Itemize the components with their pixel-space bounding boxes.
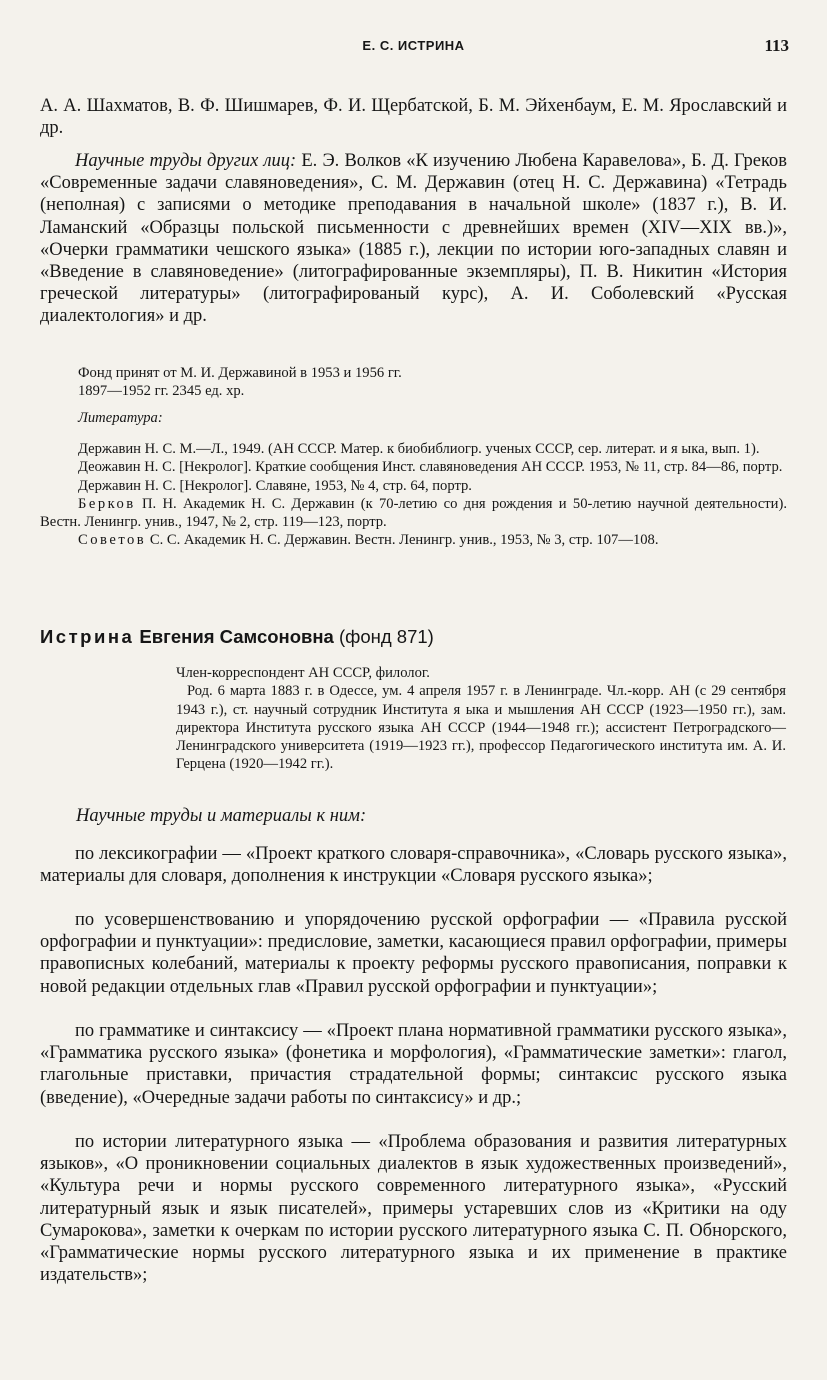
- fond-surname: Истрина: [40, 626, 135, 647]
- literature-text: Державин Н. С. М.—Л., 1949. (АН СССР. Матер. к биобиблиогр. ученых СССР, сер. литерат. и я ыка, вып. 1).: [78, 441, 760, 457]
- literature-item: [40, 477, 787, 495]
- biography: [176, 664, 786, 774]
- fond-info-line2: 1897—1952 гг. 2345 ед. хр.: [78, 383, 245, 400]
- literature-text: Деожавин Н. С. [Некролог]. Краткие сообщения Инст. славяноведения АН СССР. 1953, № 11, стр. 84—86, портр.: [78, 459, 783, 476]
- literature-list: [40, 440, 787, 550]
- literature-author: Советов: [78, 532, 147, 549]
- fond-info-line1: Фонд принят от М. И. Державиной в 1953 и 1956 гг.: [78, 365, 402, 381]
- literature-text: С. С. Академик Н. С. Державин. Вестн. Ленингр. унив., 1953, № 3, стр. 107—108.: [146, 532, 659, 549]
- literature-text: П. Н. Академик Н. С. Державин (к 70-летию со дня рождения и 50-летию научной деятельности). Вестн. Ленингр. унив., 1947, № 2, стр. 119—123, портр.: [40, 495, 787, 531]
- works-lexicography: по лексикографии — «Проект краткого словаря-справочника», «Словарь русского языка», материалы для словаря, дополнения к инструкции «Словаря русского языка»;: [40, 844, 787, 887]
- literature-item: [40, 440, 787, 458]
- other-works-label: Научные труды других лиц:: [75, 151, 297, 171]
- fond-given-names: Евгения Самсоновна: [134, 626, 334, 647]
- bio-text: Род. 6 марта 1883 г. в Одессе, ум. 4 апреля 1957 г. в Ленинграде. Чл.-корр. АН (с 29 сентября 1943 г.), ст. научный сотрудник Института я ыка и мышления АН СССР (1923—1950 гг.), зам. директора Института русского языка АН СССР (1944—1948 гг.); ассистент Петроградского—Ленинградского университета (1919—1923 гг.), профессор Педагогического института им. А. И. Герцена (1920—1942 гг.).: [176, 683, 786, 773]
- works-literary-language: по истории литературного языка — «Проблема образования и развития литературных языков», «О проникновении социальных диалектов в язык художественных произведений», «Культура речи и нормы русского современного литературного языка», «Русский литературный язык и язык писателей», примеры устаревших слов из «Критики на оду Сумарокова», заметки к очеркам по истории русского литературного языка С. П. Обнорского, «Грамматические нормы русского литературного языка и их применение в практике издательств»;: [40, 1132, 787, 1286]
- works-heading: Научные труды и материалы к ним:: [76, 806, 367, 826]
- running-title: Е. С. ИСТРИНА: [362, 38, 465, 53]
- fond-number: (фонд 871): [333, 626, 434, 647]
- literature-text: Державин Н. С. [Некролог]. Славяне, 1953, № 4, стр. 64, портр.: [78, 477, 472, 494]
- page-number: 113: [764, 36, 789, 55]
- literature-item: [40, 531, 787, 549]
- literature-heading: Литература:: [78, 410, 163, 426]
- page-header: [0, 38, 827, 60]
- works-grammar: по грамматике и синтаксису — «Проект плана нормативной грамматики русского языка», «Грамматика русского языка» (фонетика и морфология), «Грамматические заметки»: глагол, глагольные приставки, причастия страдательной формы; синтаксис русского языка (введение), «Очередные задачи работы по синтаксису» и др.;: [40, 1021, 787, 1108]
- other-works-paragraph: [40, 150, 787, 328]
- literature-item: [40, 495, 787, 532]
- fond-info: [40, 364, 787, 401]
- works-orthography: по усовершенствованию и упорядочению русской орфографии — «Правила русской орфографии и пунктуации»: предисловие, заметки, касающиеся правил орфографии, примеры правописных колебаний, материалы к проекту реформы русского правописания, поправки к новой редакции отдельных глав «Правил русской орфографии и пунктуации»;: [40, 910, 787, 997]
- other-works-text: Е. Э. Волков «К изучению Любена Каравелова», Б. Д. Греков «Современные задачи славяноведения», С. М. Державин (отец Н. С. Державина) «Тетрадь (неполная) с записями о методике преподавания в начальной школе» (1837 г.), В. И. Ламанский «Образцы польской письменности с древнейших времен (XIV—XIX вв.)», «Очерки грамматики чешского языка» (1885 г.), лекции по истории юго-западных славян и «Введение в славяноведение» (литографированные экземпляры), П. В. Никитин «История греческой литературы» (литографированый курс), А. И. Соболевский «Русская диалектология» и др.: [40, 151, 788, 327]
- bio-title: Член-корреспондент АН СССР, филолог.: [176, 665, 430, 681]
- members-continued: А. А. Шахматов, В. Ф. Шишмарев, Ф. И. Щербатской, Б. М. Эйхенбаум, Е. М. Ярославский и др.: [40, 96, 787, 139]
- literature-author: Берков: [78, 495, 136, 512]
- fond-heading: [40, 626, 434, 648]
- literature-item: [40, 458, 787, 476]
